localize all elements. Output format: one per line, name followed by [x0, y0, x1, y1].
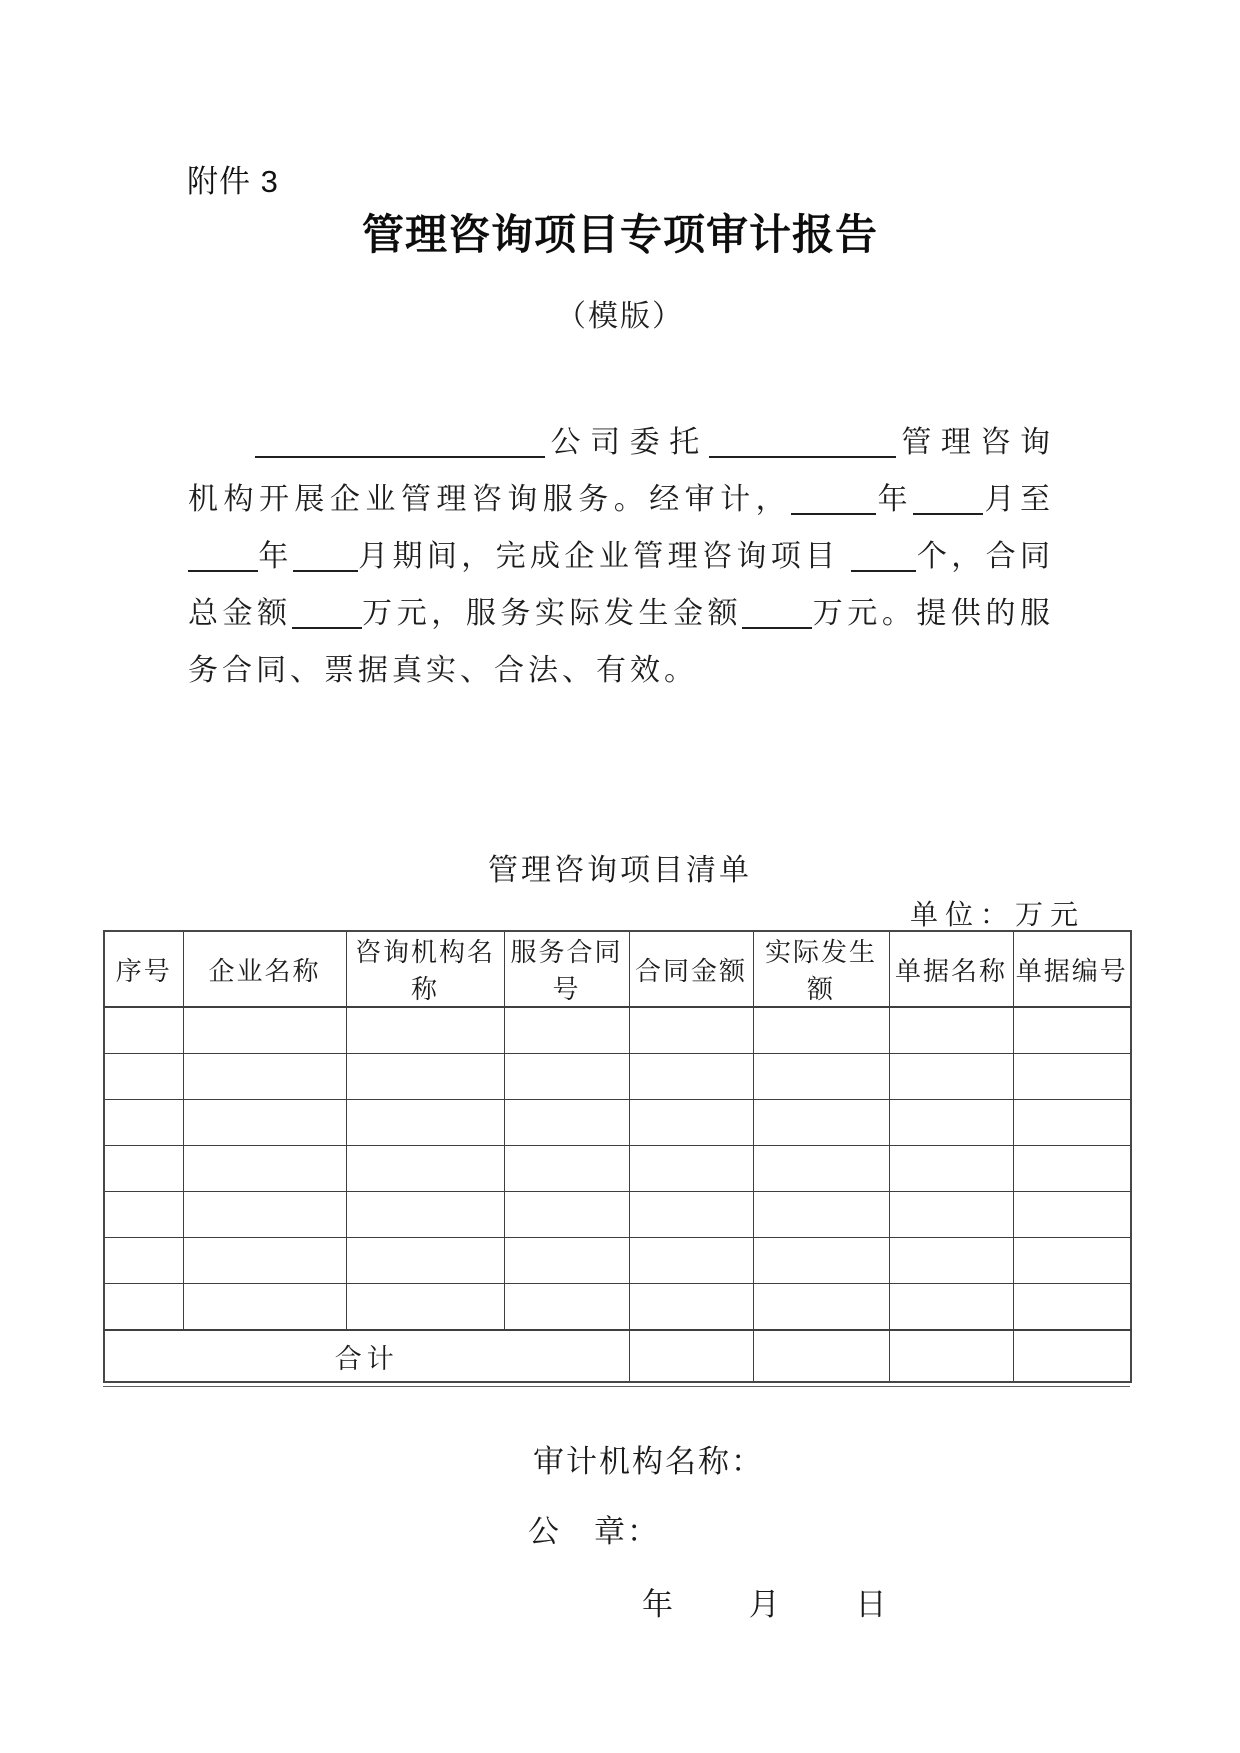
table-cell [889, 1146, 1013, 1192]
table-row [104, 1192, 1131, 1238]
paragraph-text: 个，合同 [916, 540, 1055, 573]
table-cell [753, 1284, 889, 1331]
table-cell [753, 1146, 889, 1192]
table-cell [104, 1007, 183, 1054]
paragraph-line [188, 528, 1054, 585]
header-cell-docno: 单据编号 [1013, 931, 1131, 1007]
table-row [104, 1284, 1131, 1331]
table-cell [889, 1100, 1013, 1146]
table-cell [1013, 1007, 1131, 1054]
doc-title: 管理咨询项目专项审计报告 [361, 211, 878, 258]
project-table [103, 930, 1132, 1383]
table-cell [104, 1146, 183, 1192]
table-row [104, 1238, 1131, 1284]
table-cell [504, 1054, 629, 1100]
table-cell [629, 1146, 753, 1192]
project-table-wrap [103, 930, 1130, 1387]
table-cell [753, 1238, 889, 1284]
table-cell [629, 1007, 753, 1054]
date-line [642, 1579, 887, 1624]
table-cell [183, 1192, 346, 1238]
total-label-cell: 合计 [104, 1330, 629, 1382]
paragraph-line [188, 414, 1054, 471]
blank-underline [188, 540, 258, 572]
paragraph-text: 务合同、票据真实、合法、有效。 [188, 654, 698, 687]
doc-subtitle: （模版） [556, 300, 684, 333]
table-cell [753, 1007, 889, 1054]
table-cell [104, 1100, 183, 1146]
table-cell [346, 1007, 504, 1054]
attachment-label: 附件 3 [187, 164, 279, 199]
table-cell [1013, 1100, 1131, 1146]
table-cell [183, 1284, 346, 1331]
table-cell [104, 1238, 183, 1284]
paragraph-line [188, 642, 1054, 699]
paragraph-text: 总金额 [188, 597, 292, 630]
table-cell [629, 1054, 753, 1100]
table-cell [1013, 1284, 1131, 1331]
table-cell [346, 1284, 504, 1331]
date-year-label: 年 [642, 1587, 673, 1622]
table-cell [504, 1007, 629, 1054]
paragraph-text: 月期间，完成企业管理咨询项目 [357, 540, 840, 573]
blank-underline [913, 483, 983, 515]
table-cell [889, 1284, 1013, 1331]
header-cell-company: 企业名称 [183, 931, 346, 1007]
table-row [104, 1007, 1131, 1054]
paragraph-text: 年 [258, 540, 293, 573]
table-cell [1013, 1146, 1131, 1192]
paragraph-text: 月至 [983, 483, 1055, 516]
table-cell [504, 1284, 629, 1331]
table-cell [889, 1238, 1013, 1284]
paragraph-text: 机构开展企业管理咨询服务。经审计， [188, 483, 792, 516]
paragraph-text: 公司委托 [545, 426, 709, 459]
table-cell [183, 1146, 346, 1192]
table-cell [889, 1330, 1013, 1382]
blank-underline [255, 426, 545, 458]
auditor-name-label: 审计机构名称： [533, 1444, 764, 1479]
table-cell [504, 1238, 629, 1284]
date-month-label: 月 [748, 1587, 780, 1622]
table-cell [889, 1054, 1013, 1100]
header-cell-seq: 序号 [104, 931, 183, 1007]
blank-underline [851, 540, 916, 572]
table-cell [753, 1330, 889, 1382]
blank-underline [742, 597, 812, 629]
table-cell [629, 1330, 753, 1382]
table-cell [753, 1100, 889, 1146]
table-cell [183, 1054, 346, 1100]
paragraph-text: 年 [876, 483, 914, 516]
table-cell [346, 1146, 504, 1192]
table-cell [346, 1054, 504, 1100]
table-cell [1013, 1054, 1131, 1100]
table-cell [346, 1100, 504, 1146]
header-cell-agency: 咨询机构名称 [346, 931, 504, 1007]
table-row [104, 1100, 1131, 1146]
unit-note: 单位：万元 [910, 900, 1086, 931]
table-cell [1013, 1238, 1131, 1284]
blank-underline [293, 540, 358, 572]
table-cell [183, 1007, 346, 1054]
table-row [104, 1054, 1131, 1100]
table-cell [104, 1284, 183, 1331]
table-cell [183, 1238, 346, 1284]
header-cell-contract: 服务合同号 [504, 931, 629, 1007]
table-cell [346, 1238, 504, 1284]
table-cell [104, 1054, 183, 1100]
date-day-label: 日 [855, 1587, 887, 1622]
table-cell [629, 1284, 753, 1331]
paragraph-text: 万元，服务实际发生金额 [361, 597, 743, 630]
paragraph-text: 管理咨询 [895, 426, 1055, 459]
table-title: 管理咨询项目清单 [488, 854, 752, 887]
table-cell [1013, 1330, 1131, 1382]
table-cell [183, 1100, 346, 1146]
table-header-row [104, 931, 1131, 1007]
table-cell [1013, 1192, 1131, 1238]
table-cell [629, 1192, 753, 1238]
blank-underline [292, 597, 362, 629]
table-cell [889, 1007, 1013, 1054]
paragraph-line [188, 471, 1054, 528]
header-cell-docname: 单据名称 [889, 931, 1013, 1007]
header-cell-actual: 实际发生额 [753, 931, 889, 1007]
seal-label: 公 章： [528, 1514, 660, 1549]
table-cell [629, 1238, 753, 1284]
spacer [188, 451, 255, 452]
paragraph-line [188, 585, 1054, 642]
table-cell [753, 1192, 889, 1238]
table-cell [504, 1100, 629, 1146]
table-cell [753, 1054, 889, 1100]
total-row [104, 1330, 1131, 1382]
table-cell [504, 1146, 629, 1192]
header-cell-amount: 合同金额 [629, 931, 753, 1007]
table-cell [629, 1100, 753, 1146]
table-cell [346, 1192, 504, 1238]
table-cell [504, 1192, 629, 1238]
body-paragraph [188, 414, 1054, 699]
paragraph-text: 万元。提供的服 [812, 597, 1055, 630]
blank-underline [791, 483, 876, 515]
spacer [839, 565, 851, 566]
table-cell [889, 1192, 1013, 1238]
blank-underline [709, 426, 896, 458]
table-row [104, 1146, 1131, 1192]
table-cell [104, 1192, 183, 1238]
